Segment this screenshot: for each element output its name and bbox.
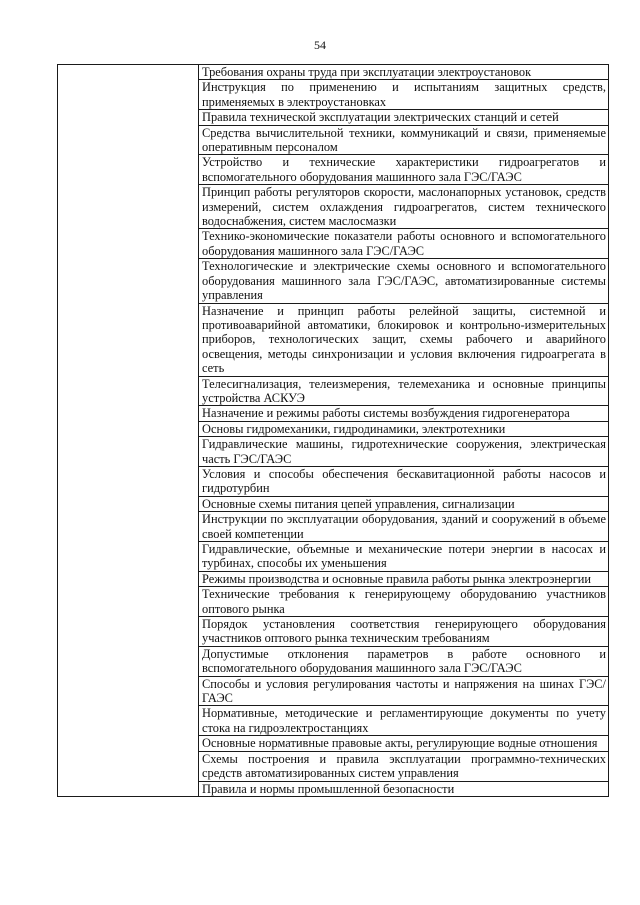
requirement-text: Допустимые отклонения параметров в работе основного и вспомогательного оборудования машинного зала ГЭС/ГАЭС (202, 646, 606, 676)
requirement-text: Правила и нормы промышленной безопасности (202, 781, 455, 796)
table-cell (199, 496, 609, 511)
requirement-text: Основы гидромеханики, гидродинамики, электротехники (202, 421, 506, 436)
table-cell (199, 571, 609, 586)
table-cell (199, 303, 609, 376)
table-cell (199, 646, 609, 676)
requirement-text: Назначение и принцип работы релейной защиты, системной и противоаварийной автоматики, блокировок и контрольно-измерительных приборов, технологических защит, схемы рабочего и аварийного освещения, методы синхронизации и условия включения гидроагрегата в сеть (202, 303, 606, 376)
requirement-text: Инструкция по применению и испытаниям защитных средств, применяемых в электроустановках (202, 80, 606, 109)
table-cell (199, 80, 609, 110)
requirement-text: Требования охраны труда при эксплуатации электроустановок (202, 65, 532, 79)
table-cell (199, 512, 609, 542)
table-cell (199, 587, 609, 617)
requirement-text: Телесигнализация, телеизмерения, телемеханика и основные принципы устройства АСКУЭ (202, 376, 606, 405)
table-cell (199, 437, 609, 467)
table-cell (199, 466, 609, 496)
table-cell (199, 736, 609, 751)
table-cell (199, 65, 609, 80)
table-cell (199, 110, 609, 125)
table-cell (199, 706, 609, 736)
table-cell (199, 421, 609, 436)
page-number: 54 (314, 38, 326, 52)
requirement-text: Схемы построения и правила эксплуатации программно-технических средств автоматизированных систем управления (202, 751, 606, 781)
requirement-text: Назначение и режимы работы системы возбуждения гидрогенератора (202, 406, 570, 421)
requirement-text: Порядок установления соответствия генерирующего оборудования участников оптового рынка техническим требованиям (202, 617, 606, 646)
requirement-text: Основные схемы питания цепей управления, сигнализации (202, 496, 515, 511)
requirements-table (57, 64, 609, 797)
table-cell (199, 155, 609, 185)
table-cell (199, 229, 609, 259)
table-row (58, 65, 609, 80)
requirement-text: Принцип работы регуляторов скорости, маслонапорных установок, средств измерений, систем охлаждения гидроагрегатов, систем технического водоснабжения, систем маслосмазки (202, 185, 606, 229)
requirement-text: Способы и условия регулирования частоты и напряжения на шинах ГЭС/ГАЭС (202, 676, 606, 706)
table-cell (199, 542, 609, 572)
requirement-text: Режимы производства и основные правила работы рынка электроэнергии (202, 571, 592, 586)
requirement-text: Устройство и технические характеристики гидроагрегатов и вспомогательного оборудования машинного зала ГЭС/ГАЭС (202, 155, 606, 184)
table-cell (199, 406, 609, 421)
table-cell (199, 781, 609, 796)
requirement-text: Технологические и электрические схемы основного и вспомогательного оборудования машинного зала ГЭС/ГАЭС, автоматизированные системы управления (202, 259, 606, 303)
table-cell (199, 751, 609, 781)
empty-category-cell (58, 65, 199, 797)
table-cell (199, 676, 609, 706)
table-cell (199, 617, 609, 647)
requirement-text: Правила технической эксплуатации электрических станций и сетей (202, 110, 559, 125)
table-cell (199, 185, 609, 229)
requirement-text: Средства вычислительной техники, коммуникаций и связи, применяемые оперативным персоналом (202, 125, 606, 155)
table-cell (199, 125, 609, 155)
requirement-text: Основные нормативные правовые акты, регулирующие водные отношения (202, 736, 598, 751)
requirement-text: Технико-экономические показатели работы основного и вспомогательного оборудования машинного зала ГЭС/ГАЭС (202, 229, 606, 258)
requirement-text: Гидравлические машины, гидротехнические сооружения, электрическая часть ГЭС/ГАЭС (202, 437, 606, 466)
requirement-text: Технические требования к генерирующему оборудованию участников оптового рынка (202, 587, 606, 616)
requirement-text: Гидравлические, объемные и механические потери энергии в насосах и турбинах, способы их уменьшения (202, 542, 606, 571)
requirement-text: Условия и способы обеспечения бескавитационной работы насосов и гидротурбин (202, 466, 606, 496)
table-cell (199, 376, 609, 406)
requirement-text: Нормативные, методические и регламентирующие документы по учету стока на гидроэлектростанциях (202, 706, 606, 735)
requirement-text: Инструкции по эксплуатации оборудования, зданий и сооружений в объеме своей компетенции (202, 512, 606, 541)
table-cell (199, 259, 609, 303)
